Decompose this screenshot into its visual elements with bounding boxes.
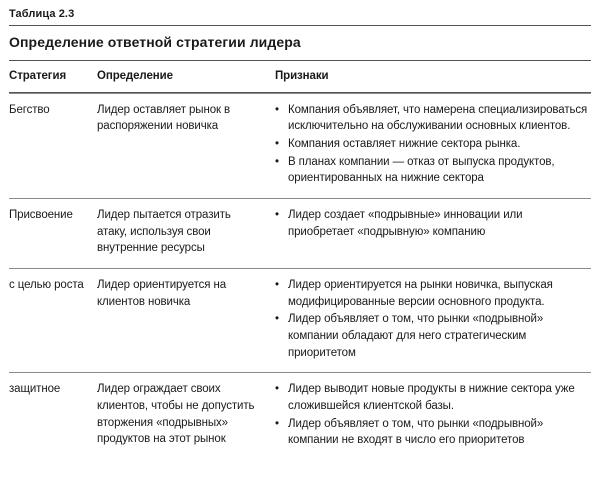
sign-text: Компания объявляет, что намерена специализироваться исключительно на обслуживании основных клиентов. [288,103,588,133]
sign-text: Лидер объявляет о том, что рынки «подрывной» компании не входят в число его приоритетов [288,417,544,447]
sign-item [275,154,591,187]
sign-item [275,277,591,310]
sign-item [275,311,591,361]
bullet-icon: • [275,138,279,151]
sign-text: Компания оставляет нижние сектора рынка. [288,138,521,151]
signs-list [275,277,591,361]
bullet-icon: • [275,279,279,292]
sign-text: В планах компании — отказ от выпуска продуктов, ориентированных на нижние сектора [288,155,555,185]
sign-item [275,207,591,240]
bullet-icon: • [275,313,279,326]
bullet-icon: • [275,383,279,396]
table-header-row [9,61,591,93]
table-row [9,372,591,460]
sign-text: Лидер ориентируется на рынки новичка, выпуская модифицированные версии основного продукта. [288,279,553,308]
bullet-icon: • [275,417,279,430]
sign-item [275,102,591,135]
strategy-table [9,60,591,460]
column-header-strategy: Стратегия [9,70,67,82]
bullet-icon: • [275,209,279,222]
bullet-icon: • [275,103,279,116]
signs-cell [275,102,591,187]
strategy-cell: защитное [9,383,61,396]
definition-cell: Лидер ограждает своих клиентов, чтобы не допустить вторжения «подрывных» продуктов на этот рынок [97,383,255,446]
table-row [9,268,591,372]
definition-cell: Лидер ориентируется на клиентов новичка [97,279,227,308]
signs-cell [275,207,591,240]
definition-cell: Лидер пытается отразить атаку, используя свои внутренние ресурсы [97,209,231,255]
sign-item [275,136,591,153]
signs-list [275,102,591,187]
strategy-cell: с целью роста [9,279,84,292]
strategy-cell: Бегство [9,103,50,116]
table-title: Определение ответной стратегии лидера [9,34,301,50]
signs-list [275,381,591,449]
sign-item [275,381,591,414]
definition-cell: Лидер оставляет рынок в распоряжении новичка [97,103,231,133]
sign-item [275,416,591,449]
sign-text: Лидер создает «подрывные» инновации или приобретает «подрывную» компанию [288,209,523,238]
signs-list [275,207,591,240]
bullet-icon: • [275,155,279,168]
signs-cell [275,381,591,449]
signs-cell [275,277,591,361]
sign-text: Лидер объявляет о том, что рынки «подрывной» компании обладают для него стратегическим приоритетом [288,313,544,359]
strategy-cell: Присвоение [9,209,73,222]
table-row [9,93,591,198]
column-header-definition: Определение [97,70,173,82]
sign-text: Лидер выводит новые продукты в нижние сектора уже сложившейся клиентской базы. [288,383,575,413]
table-label: Таблица 2.3 [9,8,75,20]
column-header-signs: Признаки [275,70,329,82]
table-row [9,198,591,268]
top-divider [9,25,591,26]
